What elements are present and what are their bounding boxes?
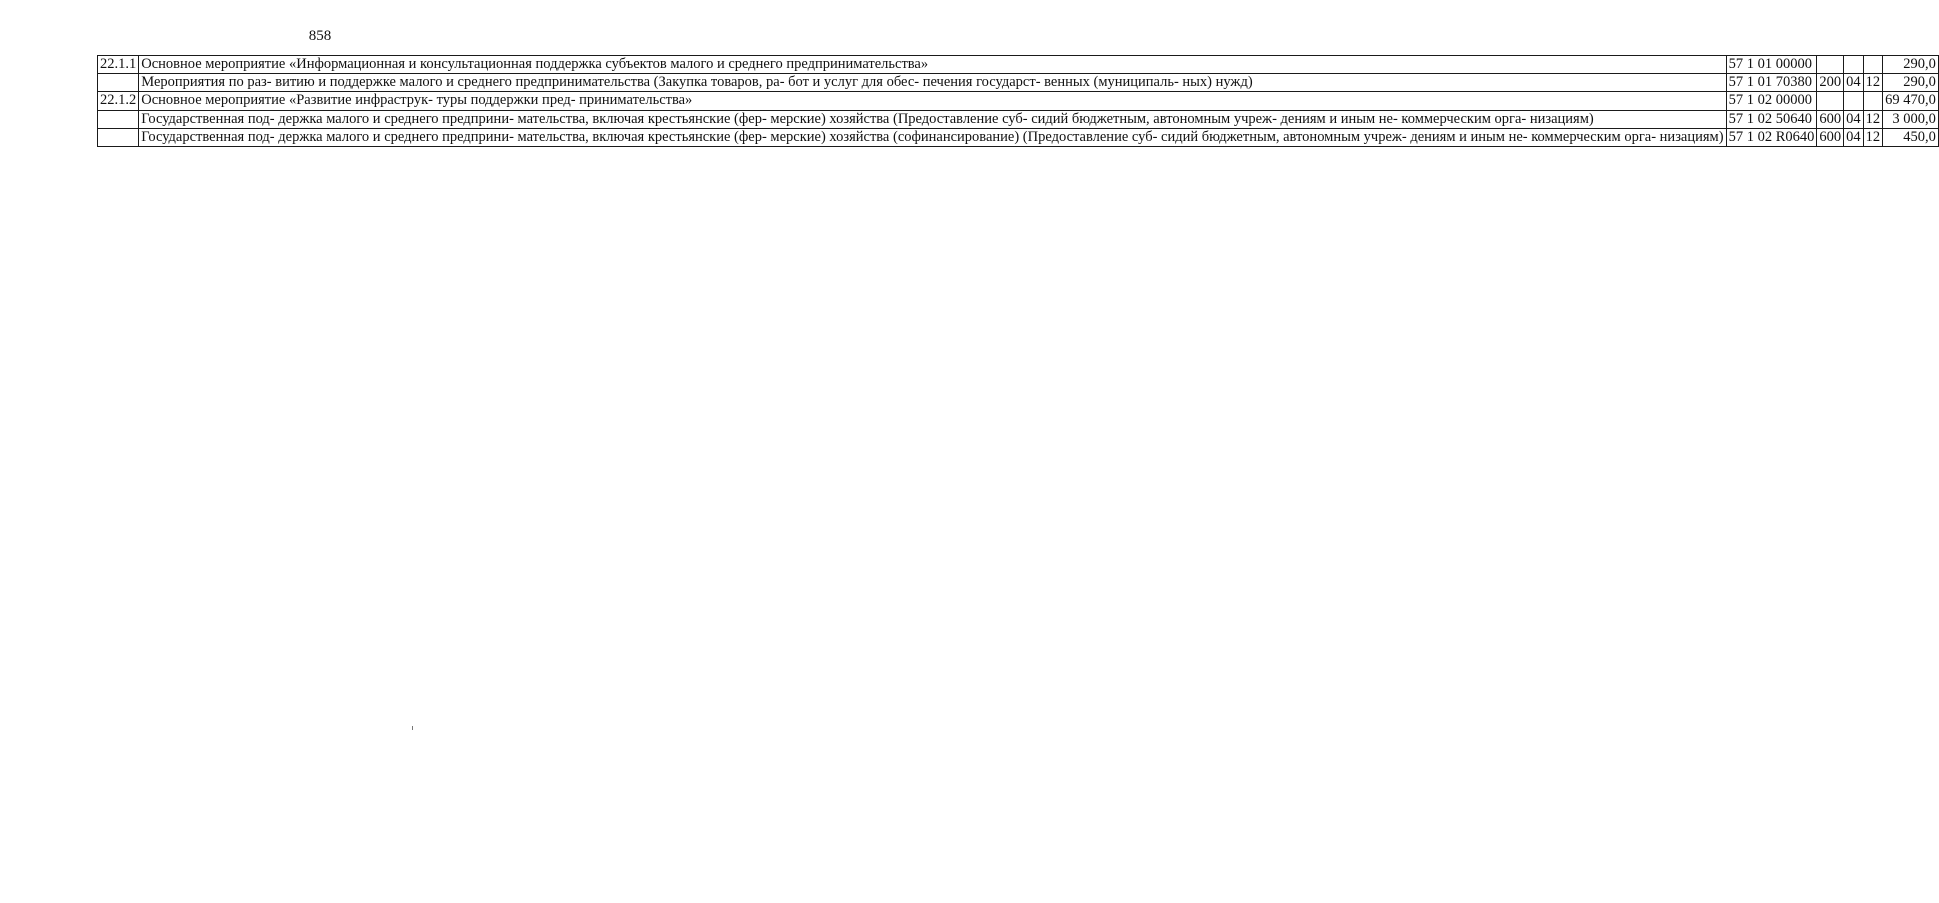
amount: 69 470,0	[1883, 92, 1939, 110]
target-article-code: 57 1 01 00000	[1726, 56, 1817, 74]
target-article-code: 57 1 02 R0640	[1726, 128, 1817, 146]
row-name: Основное мероприятие «Развитие инфраструк- туры поддержки пред- принимательства»	[139, 92, 1726, 110]
expense-type	[1817, 56, 1844, 74]
section: 04	[1844, 128, 1864, 146]
budget-table	[97, 55, 1939, 147]
section: 04	[1844, 74, 1864, 92]
row-name: Мероприятия по раз- витию и поддержке малого и среднего предпринимательства (Закупка товаров, ра- бот и услуг для обес- печения государст- венных (муниципаль- ных) нужд)	[139, 74, 1726, 92]
row-number: 22.1.1	[98, 56, 139, 74]
expense-type	[1817, 92, 1844, 110]
target-article-code: 57 1 02 50640	[1726, 110, 1817, 128]
amount: 290,0	[1883, 56, 1939, 74]
amount: 290,0	[1883, 74, 1939, 92]
target-article-code: 57 1 02 00000	[1726, 92, 1817, 110]
page-number: 858	[308, 28, 332, 44]
target-article-code: 57 1 01 70380	[1726, 74, 1817, 92]
table-row	[98, 128, 1939, 146]
subsection: 12	[1863, 128, 1883, 146]
subsection: 12	[1863, 74, 1883, 92]
row-number	[98, 110, 139, 128]
row-name: Основное мероприятие «Информационная и консультационная поддержка субъектов малого и среднего предпринимательства»	[139, 56, 1726, 74]
row-number	[98, 128, 139, 146]
amount: 3 000,0	[1883, 110, 1939, 128]
table-row	[98, 56, 1939, 74]
row-name: Государственная под- держка малого и среднего предприни- мательства, включая крестьянские (фер- мерские) хозяйства (Предоставление суб- сидий бюджетным, автономным учреж- дениям и иным не- коммерческим орга- низациям)	[139, 110, 1726, 128]
amount: 450,0	[1883, 128, 1939, 146]
subsection	[1863, 56, 1883, 74]
subsection: 12	[1863, 110, 1883, 128]
table-row	[98, 74, 1939, 92]
expense-type: 200	[1817, 74, 1844, 92]
expense-type: 600	[1817, 110, 1844, 128]
row-number: 22.1.2	[98, 92, 139, 110]
row-name: Государственная под- держка малого и среднего предприни- мательства, включая крестьянские (фер- мерские) хозяйства (софинансирование) (Предоставление суб- сидий бюджетным, автономным учреж- дениям и иным не- коммерческим орга- низациям)	[139, 128, 1726, 146]
section	[1844, 56, 1864, 74]
row-number	[98, 74, 139, 92]
table-row	[98, 110, 1939, 128]
table-row	[98, 92, 1939, 110]
section: 04	[1844, 110, 1864, 128]
scan-speck	[412, 726, 413, 730]
subsection	[1863, 92, 1883, 110]
section	[1844, 92, 1864, 110]
expense-type: 600	[1817, 128, 1844, 146]
